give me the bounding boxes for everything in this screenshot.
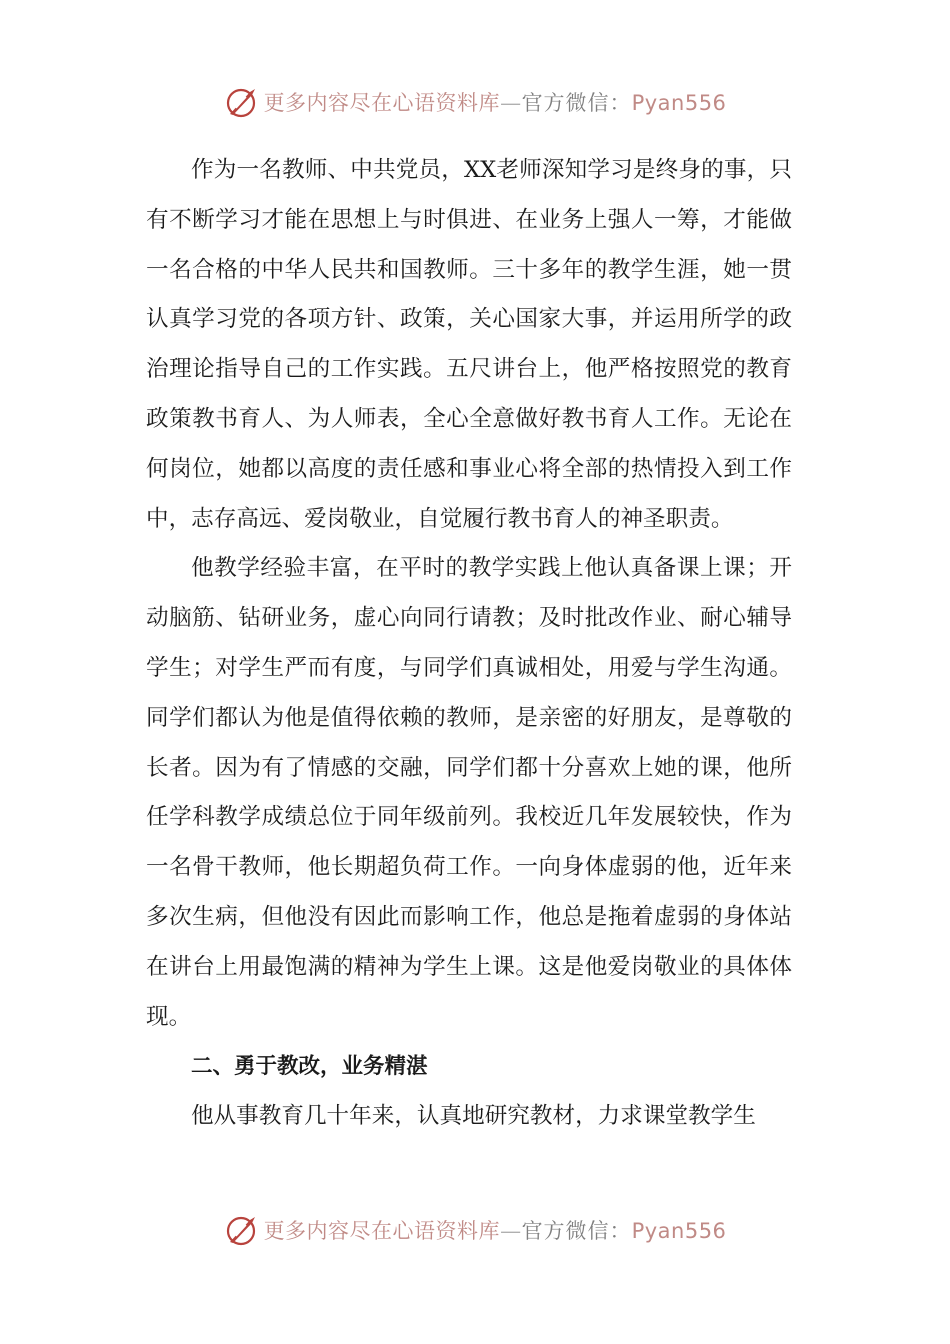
banner-wechat-id: Pyan556 bbox=[631, 91, 727, 115]
footer-banner bbox=[0, 1208, 950, 1252]
banner-wechat-label: 官方微信： bbox=[521, 1219, 632, 1243]
banner-text bbox=[264, 1215, 727, 1245]
quill-logo-icon bbox=[224, 1212, 260, 1248]
header-banner bbox=[0, 80, 950, 124]
banner-slogan: 更多内容尽在心语资料库 bbox=[263, 91, 501, 115]
banner-wechat-label: 官方微信： bbox=[521, 91, 632, 115]
banner-wechat-id: Pyan556 bbox=[631, 1219, 727, 1243]
paragraph-3: 他从事教育几十年来，认真地研究教材，力求课堂教学生 bbox=[191, 1103, 756, 1130]
section-heading: 二、勇于教改，业务精湛 bbox=[191, 1054, 428, 1080]
banner-slogan: 更多内容尽在心语资料库 bbox=[263, 1219, 501, 1243]
paragraph-1: 作为一名教师、中共党员，XX老师深知学习是终身的事，只有不断学习才能在思想上与时俱进、在业务上强人一筹，才能做一名合格的中华人民共和国教师。三十多年的教学生涯，她一贯认真学习党的各项方针、政策，关心国家大事，并运用所学的政治理论指导自己的工作实践。五尺讲台上，他严格按照党的教育政策教书育人、为人师表，全心全意做好教书育人工作。无论在何岗位，她都以高度的责任感和事业心将全部的热情投入到工作中，志存高远、爱岗敬业，自觉履行教书育人的神圣职责。 bbox=[146, 157, 792, 532]
banner-dash: — bbox=[500, 91, 522, 115]
paragraph-2: 他教学经验丰富，在平时的教学实践上他认真备课上课；开动脑筋、钻研业务，虚心向同行请教；及时批改作业、耐心辅导学生；对学生严而有度，与同学们真诚相处，用爱与学生沟通。同学们都认为他是值得依赖的教师，是亲密的好朋友，是尊敬的长者。因为有了情感的交融，同学们都十分喜欢上她的课，他所任学科教学成绩总位于同年级前列。我校近几年发展较快，作为一名骨干教师，他长期超负荷工作。一向身体虚弱的他，近年来多次生病，但他没有因此而影响工作，他总是拖着虚弱的身体站在讲台上用最饱满的精神为学生上课。这是他爱岗敬业的具体体现。 bbox=[146, 555, 792, 1030]
banner-text bbox=[264, 87, 727, 117]
banner-dash: — bbox=[500, 1219, 522, 1243]
quill-logo-icon bbox=[224, 84, 260, 120]
document-body bbox=[146, 146, 792, 1142]
